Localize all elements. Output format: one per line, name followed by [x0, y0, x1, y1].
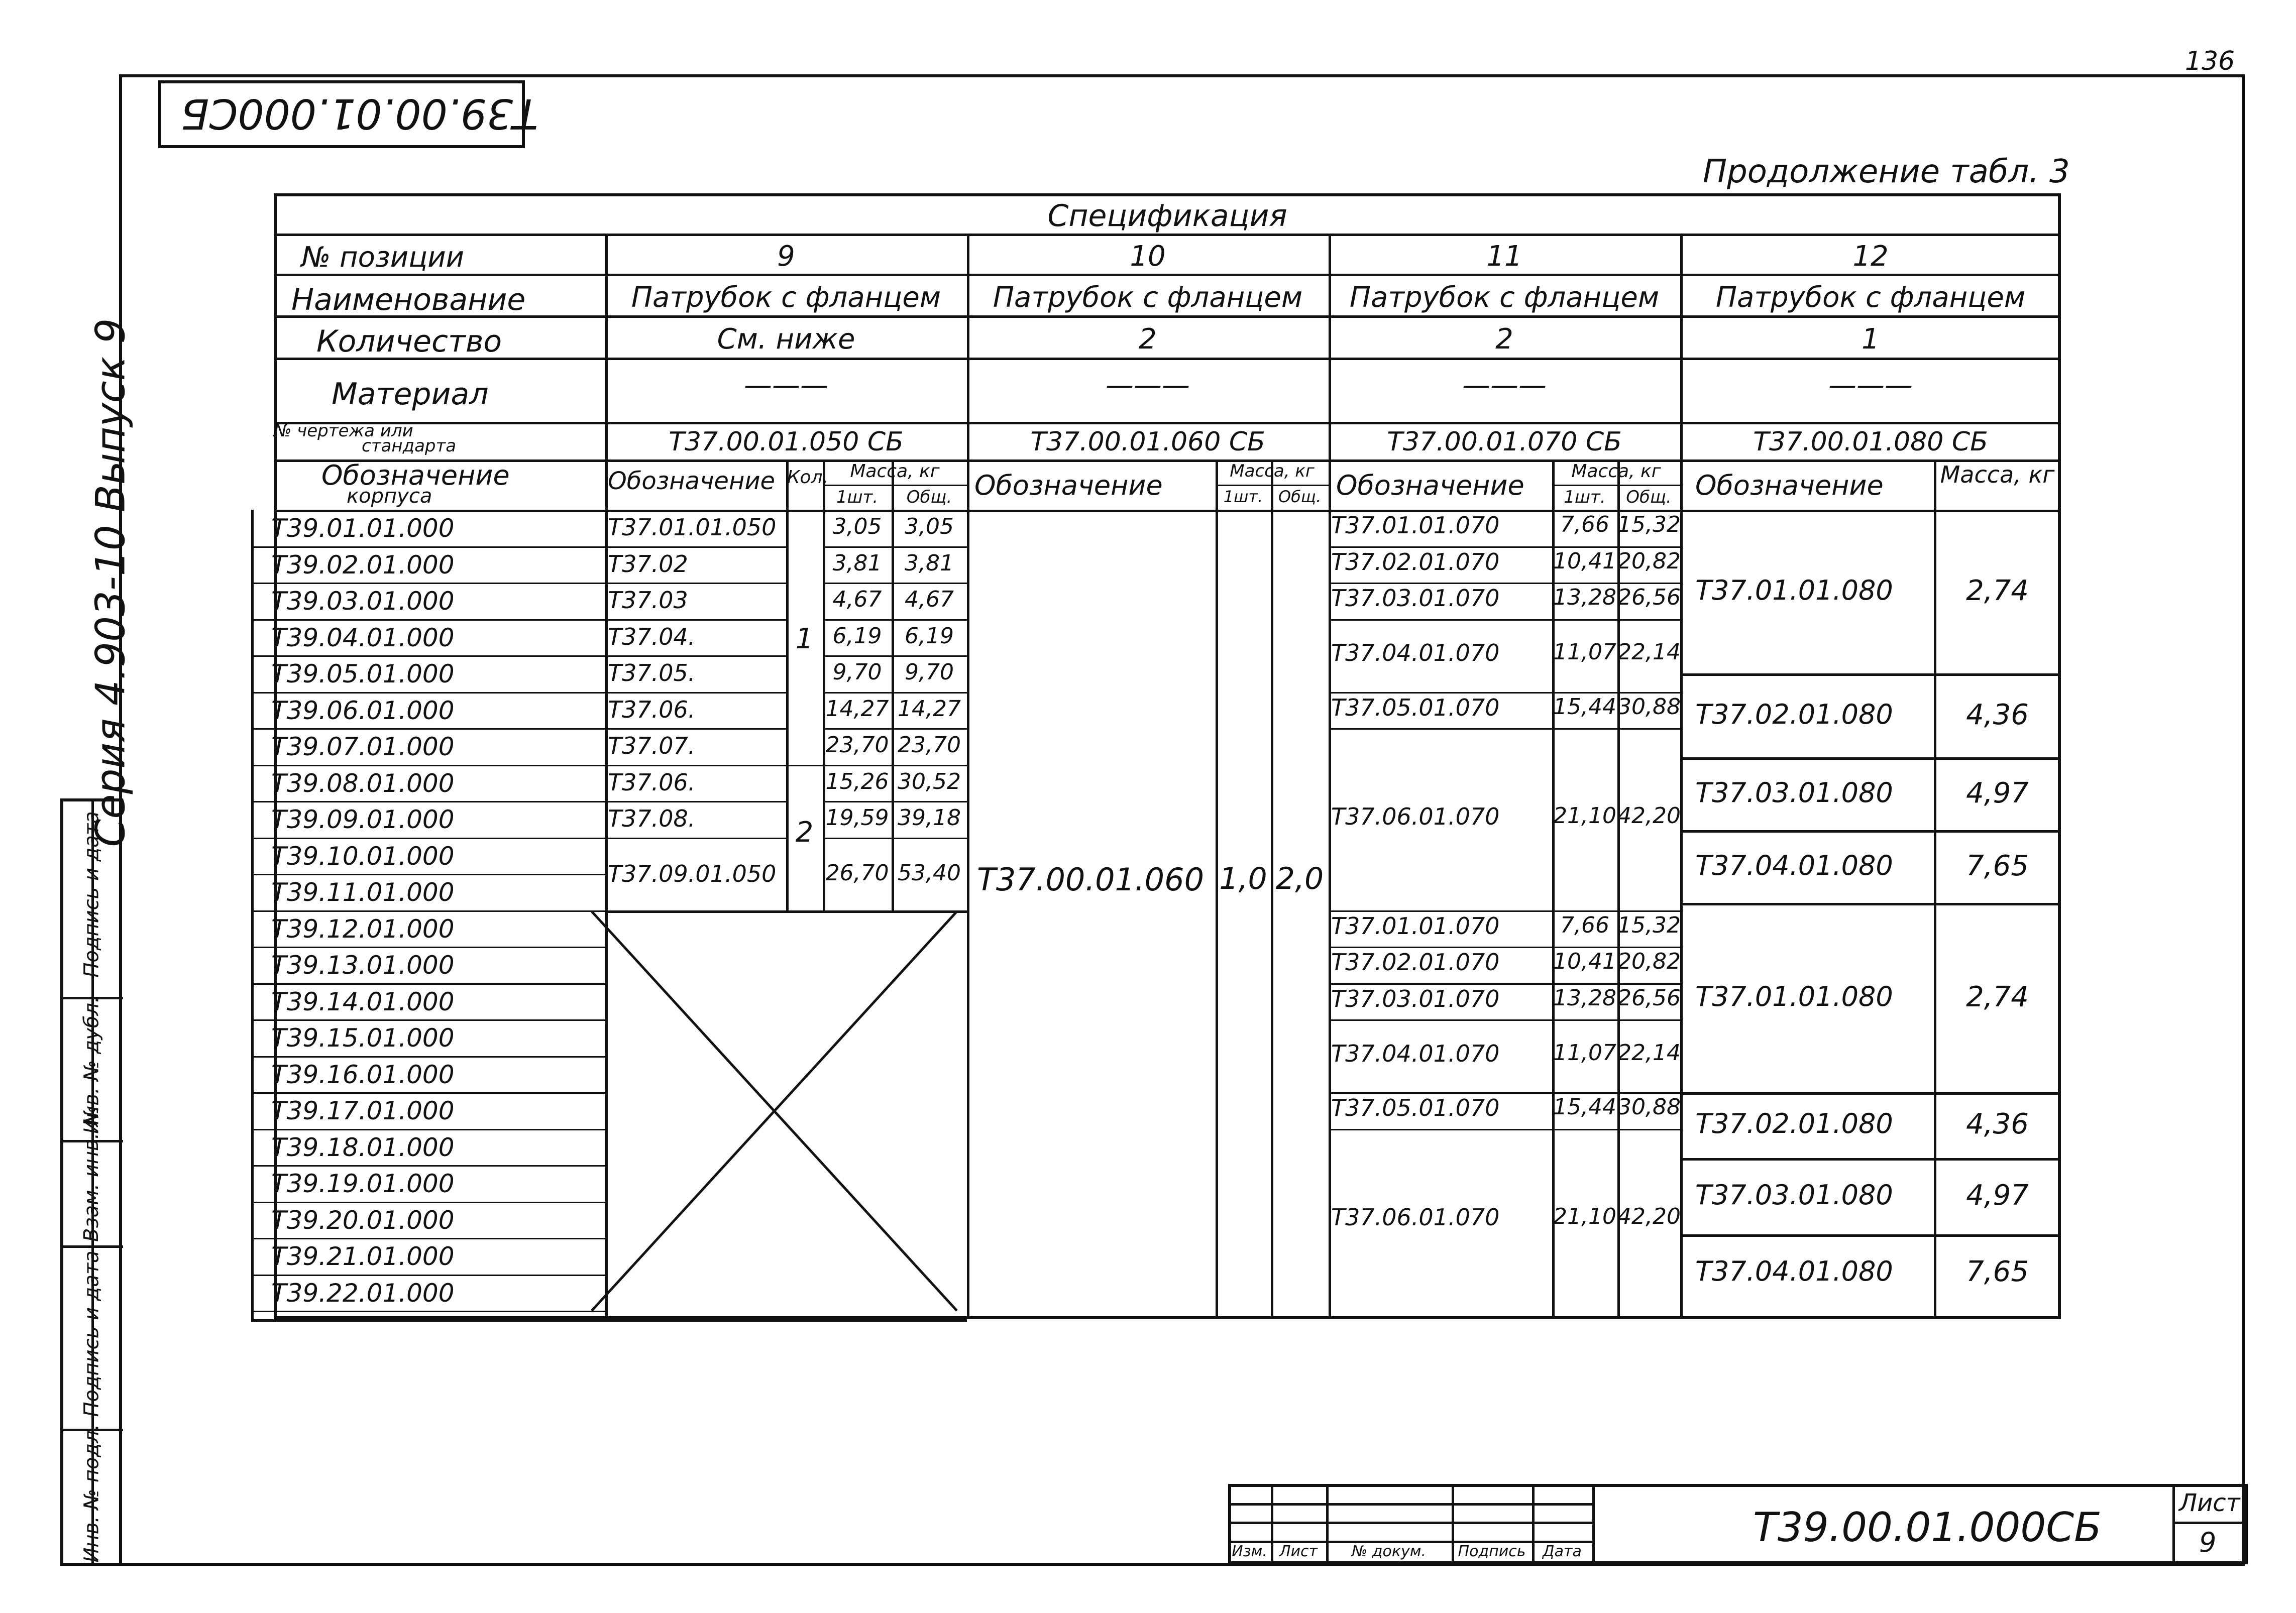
position-name: Патрубок с фланцем	[1715, 281, 2026, 314]
label-drawing-2: стандарта	[362, 436, 457, 456]
position-number: 10	[1130, 240, 1166, 273]
body-designation: Т39.10.01.000	[271, 841, 455, 871]
pos9-designation: Т37.02	[608, 550, 688, 578]
spec-title: Спецификация	[1047, 198, 1287, 234]
pos9-mass-total: 30,52	[898, 768, 961, 794]
pos11-mass-unit: 7,66	[1560, 512, 1609, 538]
position-qty: См. ниже	[717, 323, 855, 356]
sub-per-unit: 1шт.	[1564, 487, 1606, 507]
pos9-designation: Т37.09.01.050	[608, 860, 777, 887]
pos11-mass-unit: 21,10	[1553, 1203, 1616, 1229]
title-code: Т39.00.01.000СБ	[1753, 1504, 2102, 1551]
pos9-mass-total: 6,19	[905, 623, 954, 649]
title-col-label: Подпись	[1458, 1543, 1526, 1560]
position-name: Патрубок с фланцем	[1349, 281, 1660, 314]
pos9-mass-total: 4,67	[905, 587, 954, 612]
pos9-mass-unit: 14,27	[825, 696, 889, 722]
pos9-designation: Т37.04.	[608, 623, 696, 650]
body-designation: Т39.01.01.000	[271, 514, 455, 543]
sub-mass: Масса, кг	[850, 461, 940, 482]
side-label: Инв. № дубл.	[80, 996, 103, 1134]
position-drawing: Т37.00.01.060 СБ	[1030, 427, 1265, 457]
pos11-designation: Т37.05.01.070	[1331, 1094, 1500, 1122]
pos9-mass-total: 39,18	[898, 805, 961, 831]
body-designation: Т39.13.01.000	[271, 951, 455, 980]
continuation-label: Продолжение табл. 3	[1703, 153, 2070, 190]
pos11-designation: Т37.02.01.070	[1331, 949, 1500, 976]
pos11-mass-total: 30,88	[1617, 1094, 1681, 1120]
pos12-mass: 2,74	[1966, 574, 2029, 608]
position-qty: 2	[1139, 323, 1157, 356]
side-label: Инв. № подл.	[80, 1424, 103, 1562]
pos9-qty: 1	[795, 623, 814, 655]
position-drawing: Т37.00.01.080 СБ	[1753, 427, 1988, 457]
body-designation: Т39.05.01.000	[271, 659, 455, 688]
sub-total: Общ.	[1626, 487, 1672, 507]
pos9-mass-unit: 15,26	[825, 768, 889, 794]
pos12-designation: Т37.02.01.080	[1695, 698, 1893, 730]
pos9-designation: Т37.05.	[608, 659, 696, 686]
pos11-mass-unit: 7,66	[1560, 912, 1609, 938]
position-number: 11	[1486, 240, 1522, 273]
sub-designation: Обозначение	[1695, 470, 1884, 501]
title-col-label: № докум.	[1352, 1543, 1426, 1560]
pos9-mass-unit: 9,70	[832, 659, 882, 685]
pos11-designation: Т37.06.01.070	[1331, 803, 1500, 831]
pos9-mass-unit: 26,70	[825, 860, 889, 886]
pos9-mass-total: 3,81	[905, 550, 954, 576]
pos11-designation: Т37.03.01.070	[1331, 585, 1500, 612]
pos10-mass-total: 2,0	[1275, 861, 1324, 896]
sub-designation: Обозначение	[974, 470, 1163, 501]
sheet-number: 9	[2199, 1527, 2217, 1558]
pos11-mass-total: 22,14	[1617, 1040, 1681, 1066]
label-material: Материал	[332, 377, 489, 412]
pos11-designation: Т37.01.01.070	[1331, 512, 1500, 539]
title-col-label: Лист	[1279, 1543, 1318, 1560]
pos12-designation: Т37.01.01.080	[1695, 980, 1893, 1012]
position-drawing: Т37.00.01.050 СБ	[669, 427, 904, 457]
pos12-mass: 2,74	[1966, 980, 2029, 1013]
pos11-designation: Т37.03.01.070	[1331, 985, 1500, 1012]
sub-total: Общ.	[906, 487, 952, 507]
sub-qty: Кол.	[787, 467, 829, 488]
pos11-designation: Т37.06.01.070	[1331, 1203, 1500, 1231]
pos12-designation: Т37.04.01.080	[1695, 849, 1893, 881]
position-name: Патрубок с фланцем	[993, 281, 1303, 314]
position-material: ———	[744, 369, 828, 402]
pos11-designation: Т37.04.01.070	[1331, 1040, 1500, 1067]
body-designation: Т39.14.01.000	[271, 987, 455, 1016]
pos9-mass-unit: 4,67	[832, 587, 882, 612]
sub-designation: Обозначение	[1336, 470, 1524, 501]
pos9-mass-total: 14,27	[898, 696, 961, 722]
sub-per-unit: 1шт.	[836, 487, 879, 507]
sub-mass: Масса, кг	[1940, 461, 2055, 488]
body-designation: Т39.09.01.000	[271, 805, 455, 834]
body-designation: Т39.20.01.000	[271, 1205, 455, 1235]
body-designation: Т39.07.01.000	[271, 732, 455, 761]
pos9-designation: Т37.06.	[608, 768, 696, 796]
pos11-mass-total: 20,82	[1617, 949, 1681, 975]
pos11-designation: Т37.01.01.070	[1331, 912, 1500, 940]
pos11-mass-unit: 15,44	[1553, 1094, 1616, 1120]
body-designation: Т39.17.01.000	[271, 1096, 455, 1125]
body-designation: Т39.02.01.000	[271, 550, 455, 580]
body-designation: Т39.21.01.000	[271, 1242, 455, 1271]
pos9-mass-unit: 19,59	[825, 805, 889, 831]
title-col-label: Изм.	[1232, 1543, 1267, 1560]
pos11-mass-total: 22,14	[1617, 639, 1681, 665]
pos12-designation: Т37.02.01.080	[1695, 1108, 1893, 1140]
position-material: ———	[1828, 369, 1913, 402]
pos12-designation: Т37.01.01.080	[1695, 574, 1893, 607]
pos10-designation: Т37.00.01.060	[977, 861, 1205, 898]
sheet-label: Лист	[2179, 1489, 2240, 1517]
position-number: 12	[1852, 240, 1889, 273]
pos9-mass-total: 3,05	[905, 514, 954, 539]
pos11-designation: Т37.02.01.070	[1331, 548, 1500, 575]
pos11-mass-total: 20,82	[1617, 548, 1681, 574]
pos11-mass-unit: 10,41	[1553, 548, 1616, 574]
label-quantity: Количество	[316, 324, 502, 359]
pos12-designation: Т37.03.01.080	[1695, 1179, 1893, 1211]
pos9-qty: 2	[795, 816, 814, 849]
pos9-designation: Т37.08.	[608, 805, 696, 832]
body-designation: Т39.19.01.000	[271, 1169, 455, 1198]
pos11-mass-unit: 21,10	[1553, 803, 1616, 829]
label-body-2: корпуса	[347, 485, 432, 508]
body-designation: Т39.16.01.000	[271, 1060, 455, 1089]
pos9-mass-unit: 23,70	[825, 732, 889, 758]
position-number: 9	[777, 240, 795, 273]
pos11-mass-total: 15,32	[1617, 512, 1681, 538]
pos12-mass: 4,97	[1966, 1179, 2029, 1212]
body-designation: Т39.15.01.000	[271, 1023, 455, 1053]
page-number: 136	[2185, 46, 2235, 76]
position-material: ———	[1106, 369, 1190, 402]
pos12-designation: Т37.03.01.080	[1695, 776, 1893, 809]
label-body-1: Обозначение	[321, 459, 510, 491]
pos11-designation: Т37.04.01.070	[1331, 639, 1500, 666]
pos12-mass: 4,97	[1966, 776, 2029, 810]
body-designation: Т39.08.01.000	[271, 768, 455, 798]
pos11-mass-total: 15,32	[1617, 912, 1681, 938]
position-drawing: Т37.00.01.070 СБ	[1387, 427, 1622, 457]
position-qty: 1	[1862, 323, 1880, 356]
label-position: № позиции	[301, 241, 464, 274]
pos12-mass: 4,36	[1966, 698, 2029, 731]
pos9-mass-total: 9,70	[905, 659, 954, 685]
pos11-mass-total: 26,56	[1617, 985, 1681, 1011]
side-label: Подпись и дата	[80, 811, 103, 978]
side-label: Подпись и дата	[80, 1250, 103, 1417]
body-designation: Т39.06.01.000	[271, 696, 455, 725]
pos11-mass-total: 42,20	[1617, 1203, 1681, 1229]
pos9-designation: Т37.01.01.050	[608, 514, 777, 541]
pos11-mass-unit: 10,41	[1553, 949, 1616, 975]
body-designation: Т39.12.01.000	[271, 914, 455, 944]
title-col-label: Дата	[1543, 1543, 1582, 1560]
position-name: Патрубок с фланцем	[631, 281, 941, 314]
pos9-mass-unit: 6,19	[832, 623, 882, 649]
pos12-mass: 7,65	[1966, 1255, 2029, 1288]
pos11-mass-unit: 13,28	[1553, 585, 1616, 611]
pos12-mass: 7,65	[1966, 849, 2029, 882]
label-drawing-1: № чертежа или	[274, 421, 413, 441]
pos11-mass-total: 42,20	[1617, 803, 1681, 829]
pos11-mass-unit: 13,28	[1553, 985, 1616, 1011]
pos11-mass-unit: 11,07	[1553, 1040, 1616, 1066]
pos9-designation: Т37.07.	[608, 732, 696, 759]
pos11-mass-total: 30,88	[1617, 694, 1681, 720]
position-qty: 2	[1495, 323, 1513, 356]
body-designation: Т39.11.01.000	[271, 878, 455, 907]
pos10-mass-unit: 1,0	[1219, 861, 1267, 896]
pos9-mass-total: 23,70	[898, 732, 961, 758]
position-material: ———	[1462, 369, 1547, 402]
side-label: Взам. инв. №	[80, 1105, 103, 1242]
pos12-mass: 4,36	[1966, 1108, 2029, 1141]
pos9-mass-unit: 3,05	[832, 514, 882, 539]
sub-total: Общ.	[1278, 487, 1322, 506]
pos9-mass-total: 53,40	[898, 860, 961, 886]
series-label: Серия 4.903-10 Выпуск 9	[87, 318, 134, 847]
pos11-designation: Т37.05.01.070	[1331, 694, 1500, 721]
pos11-mass-unit: 15,44	[1553, 694, 1616, 720]
body-designation: Т39.04.01.000	[271, 623, 455, 652]
body-designation: Т39.22.01.000	[271, 1278, 455, 1308]
pos9-designation: Т37.06.	[608, 696, 696, 723]
pos9-designation: Т37.03	[608, 587, 688, 614]
body-designation: Т39.18.01.000	[271, 1132, 455, 1162]
sub-designation: Обозначение	[608, 467, 776, 495]
sub-mass: Масса, кг	[1230, 461, 1315, 481]
sub-per-unit: 1шт.	[1223, 487, 1263, 506]
pos12-designation: Т37.04.01.080	[1695, 1255, 1893, 1287]
pos11-mass-total: 26,56	[1617, 585, 1681, 611]
pos11-mass-unit: 11,07	[1553, 639, 1616, 665]
label-name: Наименование	[291, 282, 526, 317]
body-designation: Т39.03.01.000	[271, 587, 455, 616]
rotated-code: Т39.00.01.000СБ	[181, 89, 538, 137]
pos9-mass-unit: 3,81	[832, 550, 882, 576]
sub-mass: Масса, кг	[1571, 461, 1661, 482]
